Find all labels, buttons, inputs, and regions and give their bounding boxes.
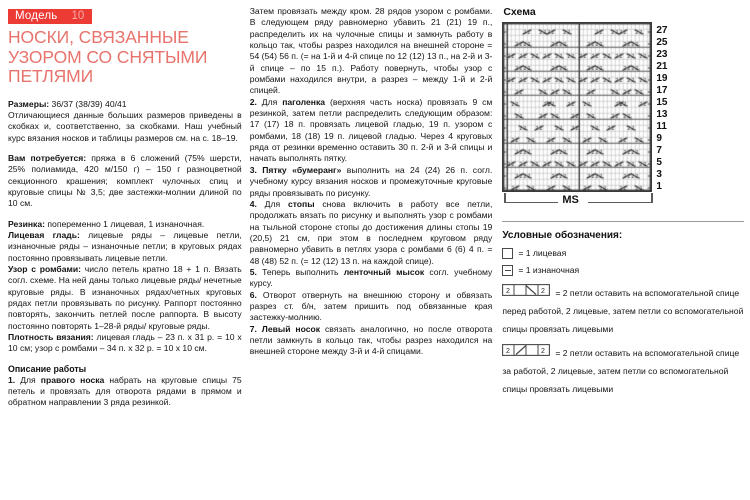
diamond-paragraph: [8, 264, 242, 332]
svg-text:2: 2: [541, 347, 546, 355]
chart-row-number: 5: [656, 157, 662, 168]
legend-item-label: = 2 петли оставить на вспомогательной спице за работой, 2 лицевые, затем петли со вспомогательной спицы провязать лицевыми: [502, 347, 740, 394]
dash-square-icon: [502, 265, 513, 276]
step-5: [250, 267, 493, 290]
legend-item-cable-back: [502, 343, 744, 397]
chart-row-number: 3: [656, 169, 662, 180]
step-6-text: Отворот отвернуть на внешнюю сторону и обвязать разрез ст. б/н, затем пришить под обвязанные края застежку-молнию.: [249, 289, 493, 323]
stockinette-paragraph: [8, 230, 242, 264]
legend-item-label: = 1 лицевая: [518, 248, 567, 258]
step-3-text-b: выполнить на 24 (24) 26 п. согл. учебному курсу вязания носков и промежуточные круговые ряды провязывать по рисунку.: [249, 164, 493, 198]
gauge-paragraph: [8, 332, 242, 355]
legend-title: Условные обозначения:: [502, 230, 623, 241]
materials-paragraph: [8, 153, 242, 210]
spacer: [8, 355, 242, 364]
diamond-label: Узор с ромбами:: [8, 263, 81, 274]
step-4-number: 4.: [249, 198, 257, 209]
step-3: [250, 165, 493, 199]
step-6-number: 6.: [249, 289, 257, 300]
chart-row-number: 13: [656, 109, 668, 120]
chart-row-numbers: [656, 22, 676, 190]
step-6: [250, 290, 493, 324]
step-3-number: 3.: [249, 164, 257, 175]
step-5-emphasis: ленточный мысок: [343, 266, 425, 277]
chart-row-number: 15: [656, 97, 668, 108]
step-1-number: 1.: [8, 374, 16, 385]
svg-text:2: 2: [506, 287, 511, 295]
repeat-bracket-line-right: [588, 202, 652, 203]
right-column: [498, 6, 746, 496]
step-4-emphasis: стопы: [287, 198, 315, 209]
chart-row-number: 1: [656, 181, 662, 192]
svg-text:2: 2: [541, 287, 546, 295]
step-1-text-a: Для: [15, 374, 41, 385]
step-7-emphasis: Левый носок: [261, 323, 321, 334]
step-4-text-a: Для: [256, 198, 288, 209]
step-1-text-b: набрать на круговые спицы 75 петель и провязать для отворота рядами в прямом и обратном направлении 3 ряда резинкой.: [8, 374, 242, 408]
legend-item-cable-front: [502, 283, 744, 337]
cable-back-icon: [502, 343, 550, 361]
step-2-emphasis: паголенка: [282, 96, 326, 107]
step-5-text-a: Теперь выполнить: [256, 266, 344, 277]
step-5-text-b: согл. учебному курсу.: [249, 266, 493, 289]
chart-row-number: 11: [656, 121, 667, 132]
step-4: [250, 199, 493, 267]
sizes-paragraph: [8, 99, 242, 110]
chart-canvas: [503, 23, 651, 191]
step-1-emphasis: правого носка: [40, 374, 105, 385]
stockinette-value: лицевые ряды – лицевые петли, изнаночные ряды – изнаночные петли; в круговых рядах постоянно провязывать лицевые петли.: [8, 229, 242, 263]
chart-row-number: 25: [656, 37, 668, 48]
chart-grid: [502, 22, 652, 192]
chart-row-number: 23: [656, 49, 668, 60]
legend-item-knit: [502, 248, 744, 259]
materials-value: пряжа в 6 сложений (75% шерсти, 25% полиамида, 420 м/150 г) – 150 г разноцветной секционного крашения; комплект чулочных спиц и круговые спицы № 3,5; две застежки-молнии длиной по 10 см.: [8, 152, 242, 209]
empty-square-icon: [502, 248, 513, 259]
sizes-label: Размеры:: [8, 98, 50, 109]
left-column: [4, 6, 248, 496]
svg-text:2: 2: [506, 347, 511, 355]
step-7-number: 7.: [249, 323, 257, 334]
step-7-text-b: связать аналогично, но после отворота петли замкнуть в кольцо так, чтобы разрез находился на внешней стороне между 3-й и 4-й спицами.: [249, 323, 493, 357]
step-1: [8, 375, 242, 409]
step-2-number: 2.: [249, 96, 257, 107]
step-3-emphasis: Пятку «бумеранг»: [262, 164, 342, 175]
materials-label: Вам потребуется:: [8, 152, 87, 163]
stockinette-label: Лицевая гладь:: [8, 229, 80, 240]
model-badge: [8, 9, 92, 24]
step-7: [250, 324, 493, 358]
step-2: [250, 97, 493, 165]
repeat-bracket-line-left: [504, 202, 558, 203]
repeat-label: MS: [562, 194, 579, 206]
chart-row-number: 7: [656, 145, 662, 156]
chart-row-number: 21: [656, 61, 668, 72]
step-5-number: 5.: [249, 266, 257, 277]
legend-item-label: = 1 изнаночная: [518, 265, 580, 276]
spacer: [8, 144, 242, 153]
continued-paragraph: Затем провязать между кром. 28 рядов узором с ромбами. В следующем ряду равномерно убавить 21 (21) 19 п., распределить их на чулочные спицы и замкнуть работу в кольцо так, чтобы разрез находился на внешней стороне = 54 (54) 56 п. (= на 1-й и 4-й спице по 12 (12) 13 п., на 2-й и 3-й спице – по 15 п.). Работу повернуть, чтобы узор с ромбами находился внутри, а разрез – между 1-й и 2-й спицей.: [249, 6, 493, 96]
rib-value: попеременно 1 лицевая, 1 изнаночная.: [45, 218, 205, 229]
chart-row-number: 19: [656, 73, 668, 84]
legend-item-label: = 2 петли оставить на вспомогательной спице перед работой, 2 лицевые, затем петли со вспомогательной спицы провязать лицевыми: [502, 287, 744, 334]
sizes-value: 36/37 (38/39) 40/41: [49, 98, 127, 109]
sizes-note: Отличающиеся данные больших размеров приведены в скобках и, соответственно, за скобками. Наш учебный курс вязания носков и таблицы размеров см. на с. 18–19.: [8, 109, 242, 143]
schema-heading: Схема: [503, 6, 536, 18]
spacer: [8, 210, 242, 219]
gauge-label: Плотность вязания:: [8, 332, 94, 343]
rib-label: Резинка:: [8, 218, 45, 229]
repeat-bracket: [502, 193, 744, 209]
step-2-text-b: (верхняя часть носка) провязать 9 см резинкой, затем петли распределить следующим образом: 17 (17) 18 п. провязать лицевой гладью, 19 п. узором с ромбами, 18 (18) 19 п. лицевой гладью. Через 4 круговых ряда от резинки временно оставить 30 п. 2-й и 3-й спицы и начать выполнять пятку.: [249, 96, 493, 164]
gauge-value: лицевая гладь – 23 п. x 31 р. = 10 x 10 см; узор с ромбами – 34 п. x 32 р. = 10 x 10 см.: [8, 332, 242, 354]
model-badge-label: Модель: [15, 10, 58, 22]
model-badge-number: 10: [71, 10, 85, 22]
legend-item-purl: [502, 265, 744, 276]
description-heading: Описание работы: [8, 363, 87, 374]
diamond-value: число петель кратно 18 + 1 п. Вязать согл. схеме. На ней даны только лицевые ряды/ нечетные круговые ряды. В изнаночных рядах/четных круговых рядах петли провязывать по рисунку. Раппорт постоянно повторять, закончить петлей после раппорта. В высоту постоянно повторять 1–28-й ряды/ круговые ряды.: [8, 263, 242, 331]
middle-column: [248, 6, 499, 496]
chart-row-number: 27: [656, 25, 668, 36]
repeat-bracket-tick-right: [651, 193, 652, 203]
rib-paragraph: [8, 219, 242, 230]
step-2-text-a: Для: [256, 96, 283, 107]
legend: [502, 221, 744, 397]
step-4-text-b: снова включить в работу все петли, продолжать вязать по рисунку и выполнять узор с ромбами на тыльной стороне стопы до достижения длины стопы 19 (20,5) 21 см, при этом в последнем круговом ряду равномерно убавить в петлях узора с ромбами 6 (6) 4 п. = 48 (48) 52 п. (= 12 (12) 13 п. на каждой спице).: [249, 198, 493, 266]
page-title: НОСКИ, СВЯЗАННЫЕ УЗОРОМ СО СНЯТЫМИ ПЕТЛЯМИ: [8, 27, 208, 86]
cable-front-icon: [502, 283, 550, 301]
knitting-chart: [502, 22, 744, 192]
chart-row-number: 9: [656, 133, 662, 144]
chart-row-number: 17: [656, 85, 668, 96]
